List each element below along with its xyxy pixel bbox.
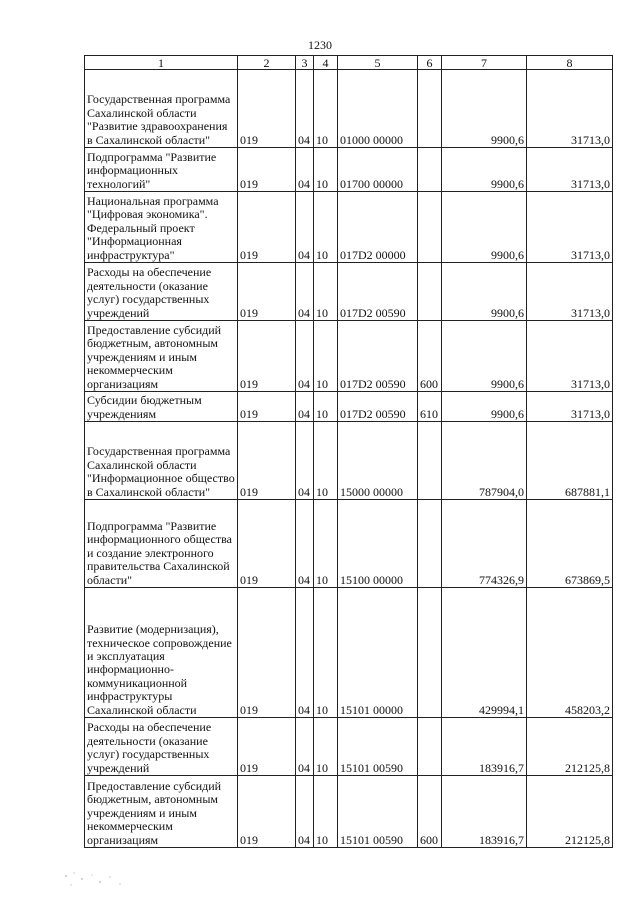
- cell-grbs: 019: [238, 148, 296, 192]
- table-row: [85, 263, 613, 321]
- cell-expense-type: [418, 422, 442, 500]
- cell-section: 04: [296, 776, 314, 848]
- cell-amount-year-2: 673869,5: [527, 500, 613, 588]
- table-row: [85, 70, 613, 148]
- cell-target-article: 01700 00000: [338, 148, 418, 192]
- cell-amount-year-1: 774326,9: [442, 500, 527, 588]
- cell-subsection: 10: [314, 70, 338, 148]
- cell-expense-type: [418, 263, 442, 321]
- cell-section: 04: [296, 70, 314, 148]
- cell-item-name: Национальная программа "Цифровая экономика". Федеральный проект "Информационная инфраструктура": [85, 192, 238, 263]
- table-row: [85, 148, 613, 192]
- cell-target-article: 017D2 00590: [338, 263, 418, 321]
- cell-expense-type: [418, 192, 442, 263]
- cell-subsection: 10: [314, 392, 338, 422]
- cell-amount-year-2: 31713,0: [527, 70, 613, 148]
- column-header: 6: [418, 56, 442, 70]
- cell-amount-year-1: 9900,6: [442, 70, 527, 148]
- cell-target-article: 017D2 00000: [338, 192, 418, 263]
- cell-expense-type: 600: [418, 776, 442, 848]
- cell-amount-year-1: 429994,1: [442, 588, 527, 718]
- table-row: [85, 422, 613, 500]
- cell-expense-type: [418, 718, 442, 776]
- cell-grbs: 019: [238, 192, 296, 263]
- cell-grbs: 019: [238, 70, 296, 148]
- cell-section: 04: [296, 718, 314, 776]
- cell-grbs: 019: [238, 718, 296, 776]
- cell-amount-year-1: 9900,6: [442, 148, 527, 192]
- table-header-row: [85, 56, 613, 70]
- column-header: 1: [85, 56, 238, 70]
- table-row: [85, 192, 613, 263]
- cell-amount-year-2: 31713,0: [527, 392, 613, 422]
- page-number: 1230: [308, 38, 332, 52]
- column-header: 2: [238, 56, 296, 70]
- cell-section: 04: [296, 588, 314, 718]
- cell-subsection: 10: [314, 500, 338, 588]
- cell-item-name: Предоставление субсидий бюджетным, автономным учреждениям и иным некоммерческим организациям: [85, 776, 238, 848]
- cell-grbs: 019: [238, 422, 296, 500]
- cell-expense-type: 600: [418, 321, 442, 392]
- cell-amount-year-2: 458203,2: [527, 588, 613, 718]
- cell-subsection: 10: [314, 321, 338, 392]
- table-row: [85, 776, 613, 848]
- cell-amount-year-2: 31713,0: [527, 263, 613, 321]
- cell-target-article: 017D2 00590: [338, 321, 418, 392]
- cell-amount-year-2: 687881,1: [527, 422, 613, 500]
- cell-amount-year-1: 9900,6: [442, 321, 527, 392]
- cell-amount-year-1: 9900,6: [442, 392, 527, 422]
- table-row: [85, 321, 613, 392]
- cell-target-article: 15101 00590: [338, 776, 418, 848]
- cell-expense-type: [418, 70, 442, 148]
- cell-subsection: 10: [314, 588, 338, 718]
- table-row: [85, 392, 613, 422]
- cell-target-article: 017D2 00590: [338, 392, 418, 422]
- cell-section: 04: [296, 192, 314, 263]
- cell-item-name: Субсидии бюджетным учреждениям: [85, 392, 238, 422]
- cell-amount-year-1: 183916,7: [442, 718, 527, 776]
- cell-item-name: Развитие (модернизация), техническое сопровождение и эксплуатация информационно-коммуникационной инфраструктуры Сахалинской области: [85, 588, 238, 718]
- cell-item-name: Расходы на обеспечение деятельности (оказание услуг) государственных учреждений: [85, 263, 238, 321]
- cell-subsection: 10: [314, 422, 338, 500]
- cell-grbs: 019: [238, 588, 296, 718]
- cell-amount-year-1: 9900,6: [442, 192, 527, 263]
- column-header: 4: [314, 56, 338, 70]
- cell-section: 04: [296, 321, 314, 392]
- cell-item-name: Подпрограмма "Развитие информационных технологий": [85, 148, 238, 192]
- cell-section: 04: [296, 148, 314, 192]
- cell-subsection: 10: [314, 776, 338, 848]
- cell-expense-type: [418, 148, 442, 192]
- cell-grbs: 019: [238, 776, 296, 848]
- cell-expense-type: [418, 588, 442, 718]
- table-row: [85, 718, 613, 776]
- cell-amount-year-2: 31713,0: [527, 321, 613, 392]
- cell-subsection: 10: [314, 718, 338, 776]
- cell-section: 04: [296, 500, 314, 588]
- cell-section: 04: [296, 422, 314, 500]
- scan-noise-marks: [62, 870, 132, 890]
- column-header: 3: [296, 56, 314, 70]
- cell-grbs: 019: [238, 500, 296, 588]
- budget-table: [84, 55, 613, 848]
- cell-amount-year-1: 9900,6: [442, 263, 527, 321]
- table-row: [85, 500, 613, 588]
- cell-subsection: 10: [314, 192, 338, 263]
- cell-grbs: 019: [238, 263, 296, 321]
- cell-grbs: 019: [238, 321, 296, 392]
- cell-target-article: 15000 00000: [338, 422, 418, 500]
- cell-target-article: 01000 00000: [338, 70, 418, 148]
- cell-target-article: 15101 00000: [338, 588, 418, 718]
- cell-amount-year-2: 31713,0: [527, 148, 613, 192]
- cell-item-name: Предоставление субсидий бюджетным, автономным учреждениям и иным некоммерческим организациям: [85, 321, 238, 392]
- cell-amount-year-1: 183916,7: [442, 776, 527, 848]
- column-header: 5: [338, 56, 418, 70]
- cell-item-name: Расходы на обеспечение деятельности (оказание услуг) государственных учреждений: [85, 718, 238, 776]
- column-header: 7: [442, 56, 527, 70]
- table-row: [85, 588, 613, 718]
- cell-item-name: Подпрограмма "Развитие информационного общества и создание электронного правительства Сахалинской области": [85, 500, 238, 588]
- cell-section: 04: [296, 263, 314, 321]
- cell-target-article: 15100 00000: [338, 500, 418, 588]
- cell-subsection: 10: [314, 148, 338, 192]
- cell-target-article: 15101 00590: [338, 718, 418, 776]
- cell-amount-year-2: 212125,8: [527, 776, 613, 848]
- cell-expense-type: [418, 500, 442, 588]
- cell-grbs: 019: [238, 392, 296, 422]
- cell-item-name: Государственная программа Сахалинской области "Развитие здравоохранения в Сахалинской области": [85, 70, 238, 148]
- cell-section: 04: [296, 392, 314, 422]
- cell-amount-year-2: 212125,8: [527, 718, 613, 776]
- cell-amount-year-2: 31713,0: [527, 192, 613, 263]
- table-body: [85, 56, 613, 848]
- cell-expense-type: 610: [418, 392, 442, 422]
- cell-amount-year-1: 787904,0: [442, 422, 527, 500]
- cell-item-name: Государственная программа Сахалинской области "Информационное общество в Сахалинской области": [85, 422, 238, 500]
- cell-subsection: 10: [314, 263, 338, 321]
- column-header: 8: [527, 56, 613, 70]
